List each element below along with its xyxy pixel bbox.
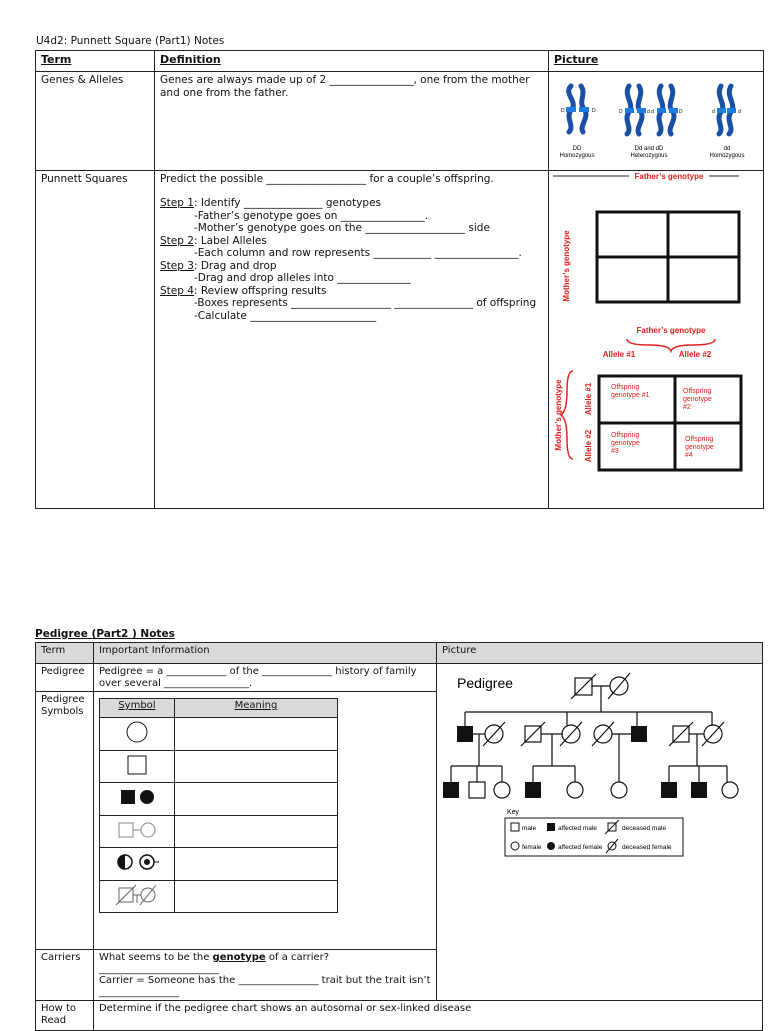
het-type-label: Heterozygous bbox=[630, 153, 668, 159]
chromosome-diagram bbox=[549, 72, 763, 166]
symbol-row bbox=[99, 750, 337, 783]
carrier-symbols-icon bbox=[107, 848, 167, 876]
step-1-a: -Father’s genotype goes on ________________. bbox=[194, 209, 429, 222]
info-how-to-read: Determine if the pedigree chart shows an autosomal or sex-linked disease bbox=[93, 1001, 762, 1031]
section-2-title: Pedigree (Part2 ) Notes bbox=[35, 628, 175, 640]
meaning-cell[interactable] bbox=[174, 783, 337, 816]
header-term: Term bbox=[36, 51, 155, 72]
pedigree-affected-shapes bbox=[443, 726, 707, 798]
definition-punnett-squares bbox=[155, 170, 549, 509]
step-4: Step 4: Review offspring results bbox=[160, 284, 327, 297]
header-picture: Picture bbox=[436, 643, 762, 664]
meaning-cell[interactable] bbox=[174, 815, 337, 848]
symbol-cell bbox=[99, 750, 174, 783]
step-2: Step 2: Label Alleles bbox=[160, 234, 267, 247]
carriers-question: What seems to be the genotype of a carrier?________________________ bbox=[98, 952, 330, 975]
header-picture: Picture bbox=[549, 51, 764, 72]
symbol-row bbox=[99, 815, 337, 848]
punnett-picture-cell bbox=[549, 170, 764, 509]
term-genes-alleles: Genes & Alleles bbox=[36, 72, 155, 171]
key-deceased-male: deceased male bbox=[621, 825, 667, 832]
step-3-a: -Drag and drop alleles into ______________ bbox=[194, 272, 411, 284]
term-punnett-squares: Punnett Squares bbox=[36, 170, 155, 509]
header-important-info: Important Information bbox=[93, 643, 436, 664]
het-label: Dd and dD bbox=[634, 146, 664, 152]
allele-letter: D bbox=[561, 108, 565, 114]
dd-rec-label: dd bbox=[723, 146, 731, 152]
empty-punnett-square bbox=[597, 212, 739, 302]
dd-type-label: Homozygous bbox=[559, 153, 595, 159]
header-term: Term bbox=[36, 643, 94, 664]
intro-text: Predict the possible ___________________ for a couple’s offspring. bbox=[160, 172, 494, 185]
allele-letter: d bbox=[712, 109, 715, 115]
symbol-cell bbox=[99, 848, 174, 881]
term-carriers: Carriers bbox=[36, 950, 94, 1001]
pedigree-lines bbox=[451, 673, 738, 798]
header-definition: Definition bbox=[155, 51, 549, 72]
offspring-cell-2: Offspring genotype #2 bbox=[683, 387, 712, 411]
carriers-blank: ________________ bbox=[98, 986, 179, 998]
meaning-cell[interactable] bbox=[174, 848, 337, 881]
offspring-cell-4: Offspring genotype #4 bbox=[685, 435, 714, 459]
info-pedigree-symbols bbox=[93, 692, 436, 950]
pedigree-picture-title: Pedigree bbox=[456, 675, 514, 691]
symbol-cell bbox=[99, 815, 174, 848]
key-female: female bbox=[521, 844, 542, 851]
deceased-symbols-icon bbox=[107, 881, 167, 909]
info-carriers bbox=[93, 950, 436, 1001]
header-meaning: Meaning bbox=[174, 699, 337, 718]
key-deceased-female: deceased female bbox=[621, 844, 672, 851]
step-4-a: -Boxes represents ___________________ _______________ of offspring bbox=[194, 297, 537, 309]
step-2-a: -Each column and row represents ___________ ________________. bbox=[194, 247, 522, 259]
header-symbol: Symbol bbox=[99, 699, 174, 718]
offspring-cell-1: Offspring genotype #1 bbox=[611, 383, 650, 399]
table-row bbox=[36, 664, 763, 692]
mating-symbol-icon bbox=[107, 816, 167, 844]
key-affected-female: affected female bbox=[557, 844, 603, 851]
male-symbol-icon bbox=[107, 751, 167, 779]
table-header-row bbox=[36, 643, 763, 664]
step-3: Step 3: Drag and drop bbox=[160, 259, 277, 272]
pedigree-chart bbox=[437, 664, 762, 994]
female-symbol-icon bbox=[107, 718, 167, 746]
table-row bbox=[36, 170, 764, 509]
key-title: Key bbox=[506, 809, 520, 816]
affected-symbols-icon bbox=[107, 783, 167, 811]
symbol-row bbox=[99, 718, 337, 751]
fathers-genotype-label: Father’s genotype bbox=[634, 171, 704, 181]
meaning-cell[interactable] bbox=[174, 750, 337, 783]
pedigree-notes-table bbox=[35, 642, 763, 1031]
symbol-row bbox=[99, 848, 337, 881]
key-affected-male: affected male bbox=[557, 825, 597, 832]
punnett-diagram bbox=[549, 171, 763, 505]
info-pedigree: Pedigree = a ____________ of the ______________ history of family over several _________________. bbox=[93, 664, 436, 692]
offspring-cell-3: Offspring genotype #3 bbox=[611, 431, 640, 455]
symbol-cell bbox=[99, 783, 174, 816]
symbol-table-header bbox=[99, 699, 337, 718]
allele-2-label: Allele #2 bbox=[678, 349, 712, 359]
allele-letter: D bbox=[592, 108, 596, 114]
step-4-b: -Calculate ________________________ bbox=[194, 309, 377, 322]
allele-1-row-label: Allele #1 bbox=[584, 382, 593, 415]
fathers-genotype-label-2: Father’s genotype bbox=[636, 325, 706, 335]
mothers-genotype-label-2: Mother’s genotype bbox=[554, 378, 563, 451]
allele-letter: D bbox=[619, 109, 623, 115]
dd-rec-type-label: Homozygous bbox=[709, 153, 745, 159]
allele-letter: D bbox=[679, 109, 683, 115]
table-header-row bbox=[36, 51, 764, 72]
symbol-table bbox=[99, 698, 338, 913]
allele-1-label: Allele #1 bbox=[602, 349, 636, 359]
table-row bbox=[36, 1001, 763, 1031]
pedigree-picture-cell bbox=[436, 664, 762, 1001]
mothers-genotype-label: Mother’s genotype bbox=[562, 229, 571, 302]
symbol-row bbox=[99, 880, 337, 913]
term-pedigree: Pedigree bbox=[36, 664, 94, 692]
term-how-to-read: How to Read bbox=[36, 1001, 94, 1031]
homozygous-dominant-chromosomes bbox=[559, 86, 596, 159]
step-1-b: -Mother’s genotype goes on the ___________________ side bbox=[194, 222, 490, 234]
meaning-cell[interactable] bbox=[174, 880, 337, 913]
meaning-cell[interactable] bbox=[174, 718, 337, 751]
symbol-row bbox=[99, 783, 337, 816]
document-title: U4d2: Punnett Square (Part1) Notes bbox=[36, 35, 225, 47]
chromosome-picture-cell bbox=[549, 72, 764, 171]
allele-letter: d bbox=[651, 109, 654, 115]
definition-genes-alleles: Genes are always made up of 2 ________________, one from the mother and one from the father. bbox=[155, 72, 549, 171]
table-row bbox=[36, 72, 764, 171]
step-1: Step 1: Identify _______________ genotypes bbox=[160, 197, 382, 209]
term-pedigree-symbols: Pedigree Symbols bbox=[36, 692, 94, 950]
allele-2-row-label: Allele #2 bbox=[584, 429, 593, 462]
carriers-definition: Carrier = Someone has the ________________ trait but the trait isn’t bbox=[98, 975, 431, 986]
symbol-cell bbox=[99, 718, 174, 751]
homozygous-recessive-chromosomes bbox=[709, 86, 744, 159]
key-male: male bbox=[521, 825, 537, 832]
allele-letter: d bbox=[738, 109, 741, 115]
punnett-notes-table bbox=[35, 50, 764, 509]
dd-label: DD bbox=[572, 146, 582, 152]
allele-letter: d bbox=[647, 109, 650, 115]
symbol-cell bbox=[99, 880, 174, 913]
heterozygous-chromosomes bbox=[619, 86, 683, 159]
